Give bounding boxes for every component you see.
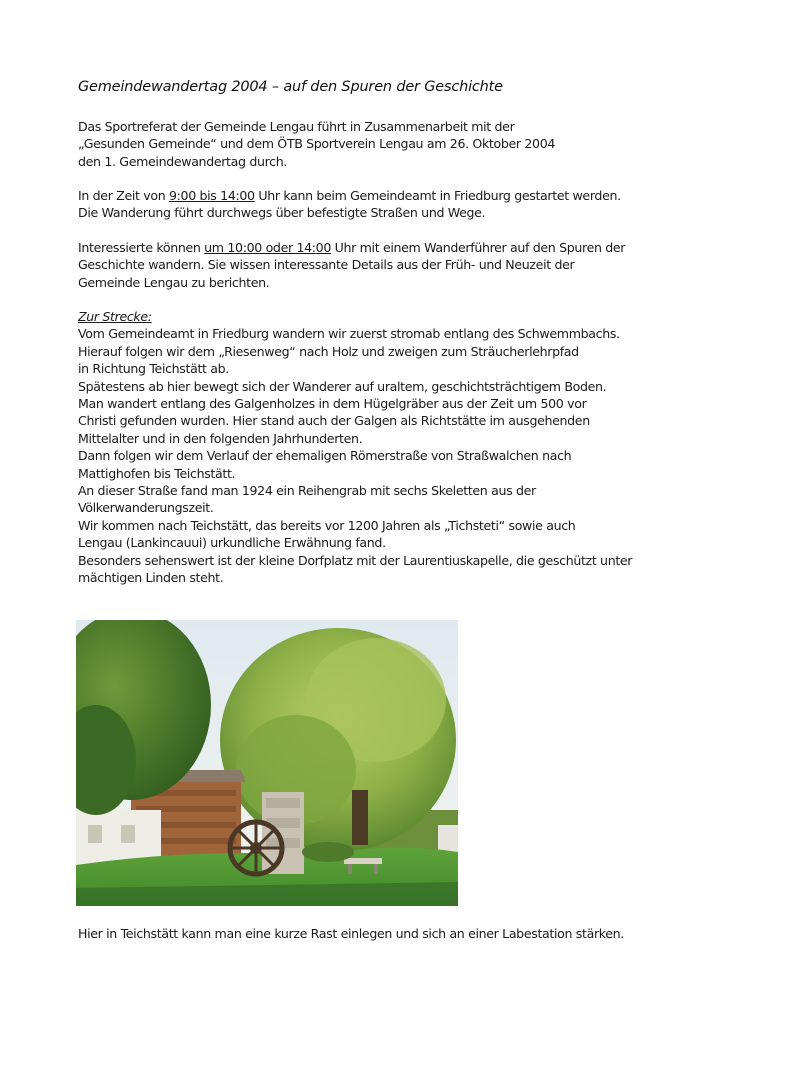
guided-tour-suffix: Uhr mit einem Wanderführer auf den Spuren der — [331, 240, 626, 255]
guided-tour-line — [78, 239, 778, 256]
route-line: Vom Gemeindeamt in Friedburg wandern wir zuerst stromab entlang des Schwemmbachs. — [78, 326, 620, 342]
route-line: Lengau (Lankincauui) urkundliche Erwähnung fand. — [78, 535, 386, 551]
start-times-line — [78, 187, 778, 204]
route-line: in Richtung Teichstätt ab. — [78, 361, 229, 377]
start-times-value: 9:00 bis 14:00 — [168, 188, 255, 203]
route-line: Hierauf folgen wir dem „Riesenweg“ nach Holz und zweigen zum Sträucherlehrpfad — [78, 343, 579, 359]
guided-tour-times: um 10:00 oder 14:00 — [204, 240, 331, 255]
photo-caption: Hier in Teichstätt kann man eine kurze Rast einlegen und sich an einer Labestation stärken. — [78, 926, 624, 941]
route-line: Spätestens ab hier bewegt sich der Wanderer auf uraltem, geschichtsträchtigem Boden. — [78, 378, 607, 394]
guided-tour-paragraph — [78, 239, 778, 291]
route-line: mächtigen Linden steht. — [78, 570, 224, 586]
route-line: An dieser Straße fand man 1924 ein Reihengrab mit sechs Skeletten aus der — [78, 483, 536, 499]
route-line: Mittelalter und in den folgenden Jahrhunderten. — [78, 430, 363, 446]
guided-tour-line: Gemeinde Lengau zu berichten. — [78, 274, 270, 290]
start-times-paragraph — [78, 187, 778, 222]
route-line: Man wandert entlang des Galgenholzes in dem Hügelgräber aus der Zeit um 500 vor — [78, 396, 587, 412]
start-times-prefix: In der Zeit von — [78, 188, 169, 203]
start-times-suffix: Uhr kann beim Gemeindeamt in Friedburg gestartet werden. — [254, 188, 621, 203]
intro-line: den 1. Gemeindewandertag durch. — [78, 153, 287, 169]
route-surface-line: Die Wanderung führt durchwegs über befestigte Straßen und Wege. — [78, 205, 486, 221]
route-line: Besonders sehenswert ist der kleine Dorfplatz mit der Laurentiuskapelle, die geschützt unter — [78, 552, 633, 568]
route-line: Christi gefunden wurden. Hier stand auch der Galgen als Richtstätte im ausgehenden — [78, 413, 590, 429]
route-line: Mattighofen bis Teichstätt. — [78, 465, 236, 481]
document-title: Gemeindewandertag 2004 – auf den Spuren der Geschichte — [78, 79, 503, 95]
route-line: Wir kommen nach Teichstätt, das bereits vor 1200 Jahren als „Tichsteti“ sowie auch — [78, 517, 576, 533]
route-line: Dann folgen wir dem Verlauf der ehemaligen Römerstraße von Straßwalchen nach — [78, 448, 572, 464]
guided-tour-prefix: Interessierte können — [78, 240, 205, 255]
intro-line: Das Sportreferat der Gemeinde Lengau führt in Zusammenarbeit mit der — [78, 119, 515, 134]
route-heading: Zur Strecke: — [78, 309, 152, 324]
route-line: Völkerwanderungszeit. — [78, 500, 214, 516]
guided-tour-line: Geschichte wandern. Sie wissen interessante Details aus der Früh- und Neuzeit der — [78, 257, 575, 273]
route-section — [78, 308, 778, 587]
village-square-photo — [76, 620, 458, 906]
intro-line: „Gesunden Gemeinde“ und dem ÖTB Sportverein Lengau am 26. Oktober 2004 — [78, 136, 556, 152]
intro-paragraph — [78, 118, 778, 170]
